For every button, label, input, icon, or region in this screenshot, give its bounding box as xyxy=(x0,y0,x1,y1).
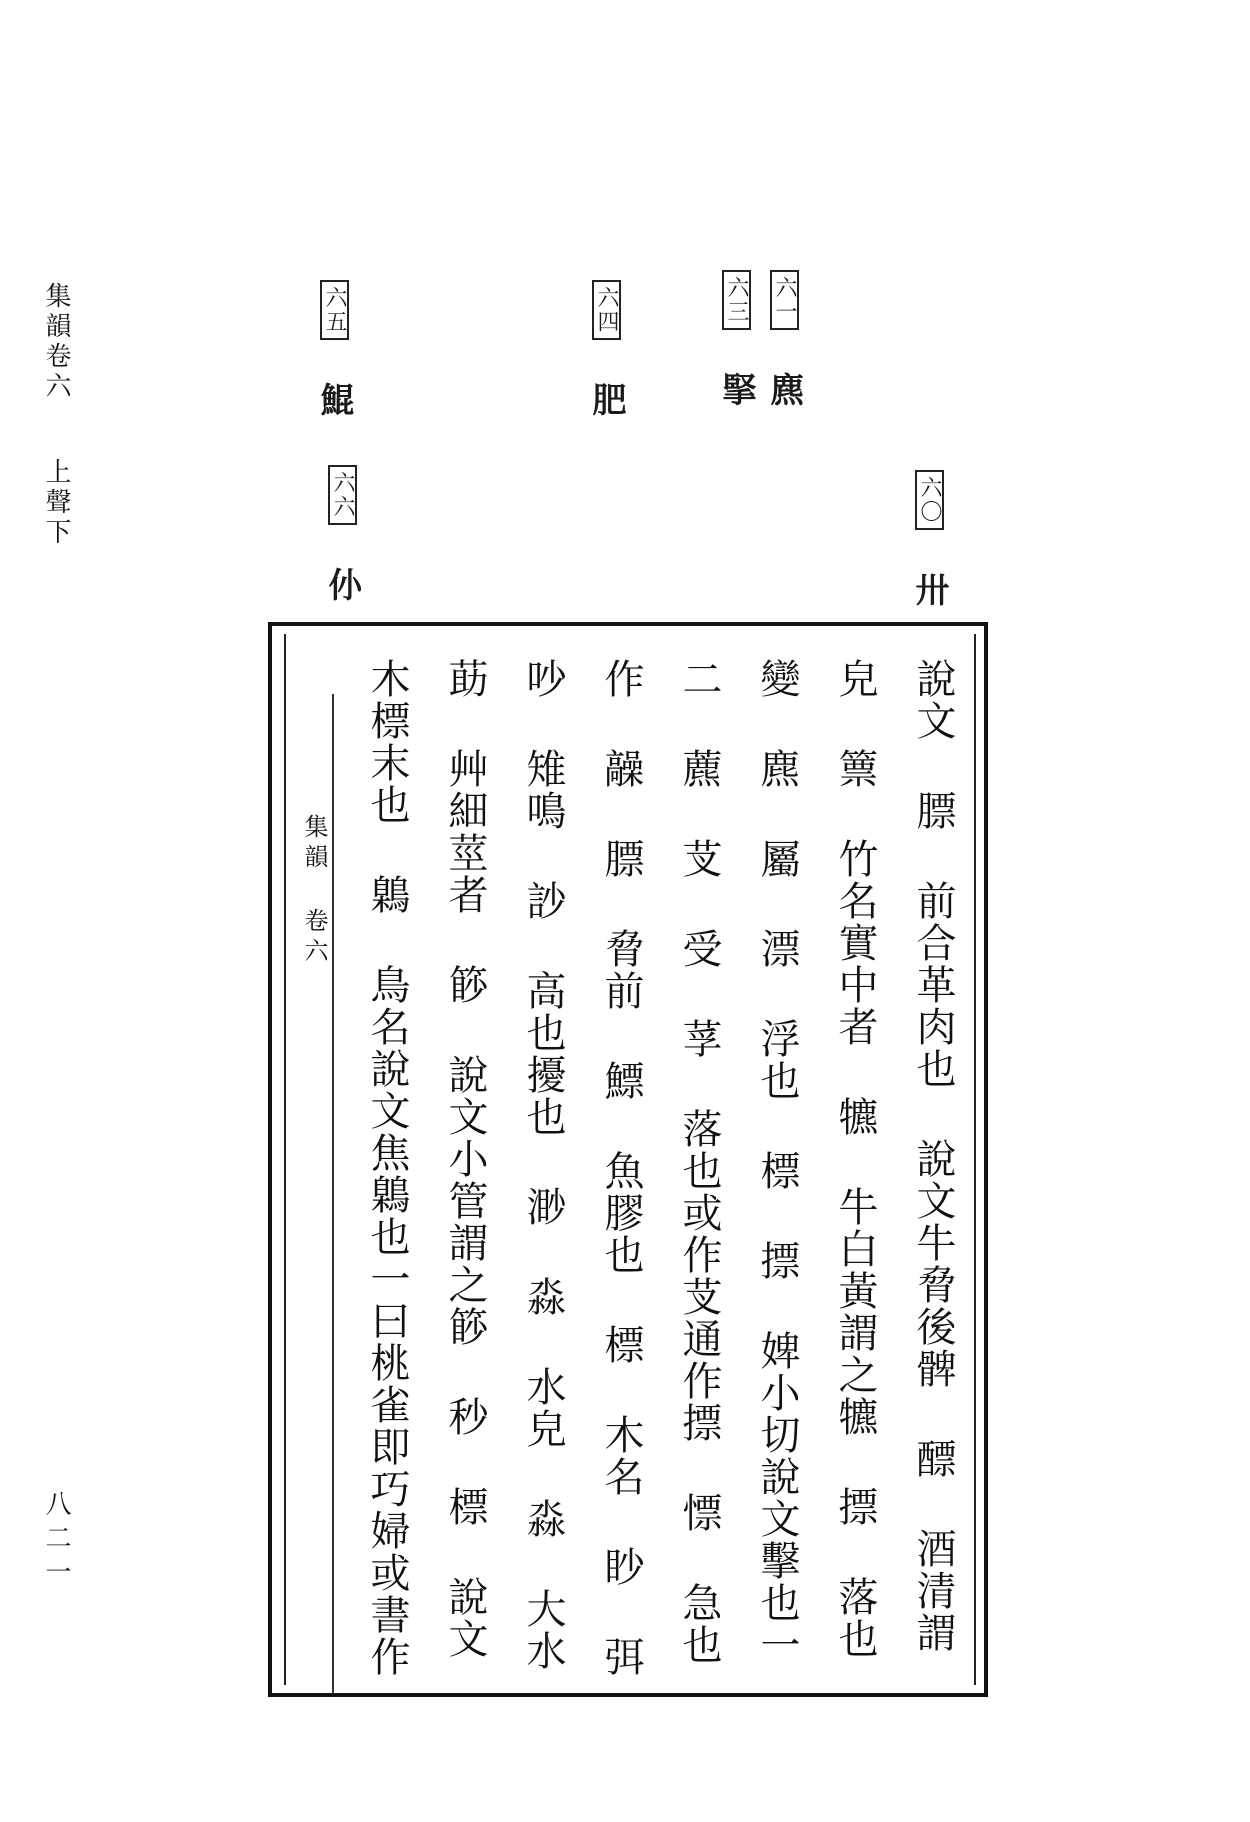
note-tag: 六五 xyxy=(320,280,349,340)
text-column-4: 二 藨 芆 受 莩 落也或作芆通作摽 慓 急也 xyxy=(676,658,722,1666)
note-tag: 六三 xyxy=(722,270,751,330)
note-char: 掔 xyxy=(716,372,756,408)
note-66 xyxy=(318,465,367,603)
text-column-3: 變 麃 屬 漂 浮也 標 摽 婢小切說文擊也一 xyxy=(754,658,800,1666)
text-column-7: 莇 艸細莖者 篎 說文小管謂之篎 秒 標 說文 xyxy=(442,658,488,1660)
note-65 xyxy=(310,280,359,418)
note-char: 仦 xyxy=(322,567,362,603)
text-column-6: 吵 雉鳴 訬 高也擾也 渺 淼 水皃 淼 大水 xyxy=(520,658,566,1672)
note-tag: 六〇 xyxy=(915,470,944,530)
running-title xyxy=(38,282,75,548)
text-frame xyxy=(268,622,988,1697)
note-tag: 六四 xyxy=(592,280,621,340)
note-64 xyxy=(582,280,631,418)
note-tag: 六一 xyxy=(770,270,799,330)
note-tag: 六六 xyxy=(328,465,357,525)
note-63 xyxy=(712,270,761,408)
text-column-8: 木標末也 鷍 鳥名說文焦鷍也一曰桃雀即巧婦或書作 xyxy=(364,658,410,1678)
text-column-2: 皃 篻 竹名實中者 犥 牛白黃謂之犥 摽 落也 xyxy=(832,658,878,1660)
note-char: 卅 xyxy=(909,572,949,608)
note-char: 肥 xyxy=(586,382,626,418)
note-60 xyxy=(905,470,954,608)
note-char: 麃 xyxy=(764,372,804,408)
note-61 xyxy=(760,270,809,408)
text-column-1: 說文 膘 前合革肉也 說文牛脅後髀 醥 酒清謂 xyxy=(910,658,956,1654)
book-title: 集韻卷六 xyxy=(41,282,71,402)
note-char: 鯤 xyxy=(314,382,354,418)
text-column-5: 作 髞 膘 脅前 鰾 魚膠也 標 木名 眇 弭 xyxy=(598,658,644,1678)
section-title: 上聲下 xyxy=(41,458,71,548)
text-frame-inner xyxy=(284,634,976,1685)
page-number: 八二一 xyxy=(41,1490,71,1592)
block-spine: 集韻 卷六 xyxy=(286,694,334,1694)
